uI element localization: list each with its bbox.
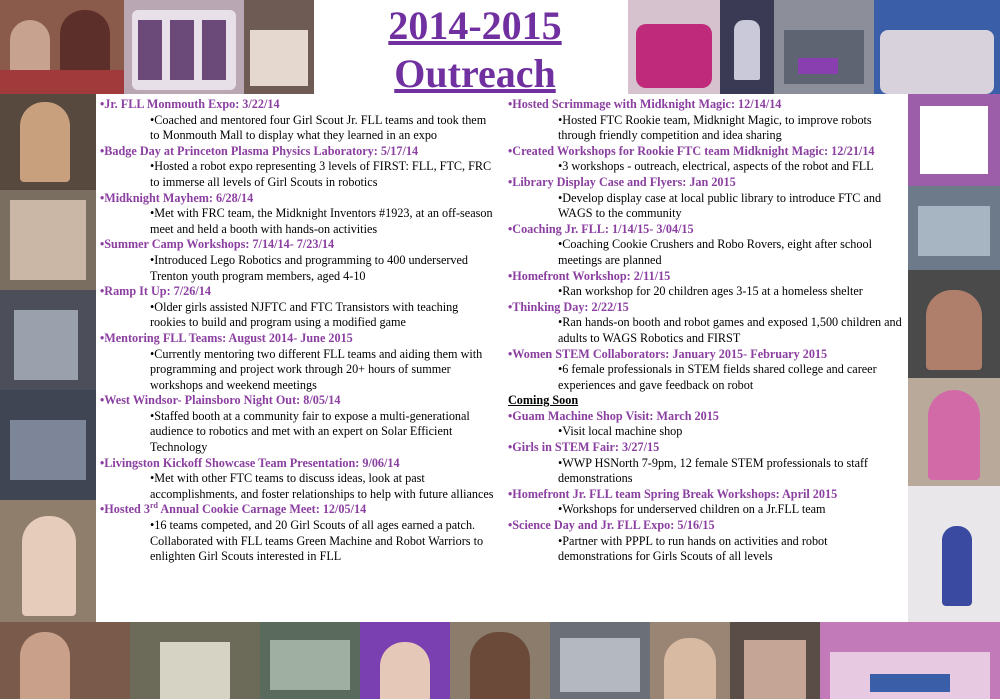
outreach-item	[100, 456, 494, 503]
outreach-item-heading: •Midknight Mayhem: 6/28/14	[100, 190, 254, 205]
coming-soon-item-heading: •Girls in STEM Fair: 3/27/15	[508, 440, 660, 455]
outreach-item-body: •Introduced Lego Robotics and programming to 400 underserved Trenton youth program members, aged 4-10	[150, 252, 469, 283]
outreach-item	[100, 284, 494, 331]
photo-bottom-2	[130, 622, 260, 699]
outreach-item-body: •Develop display case at local public library to introduce FTC and WAGS to the community	[558, 190, 882, 221]
outreach-item-heading: •Hosted Scrimmage with Midknight Magic: 12/14/14	[508, 97, 782, 111]
coming-soon-item-body: •Visit local machine shop	[558, 424, 683, 439]
photo-bottom-1	[0, 622, 130, 699]
outreach-item-heading: •Mentoring FLL Teams: August 2014- June 2015	[100, 330, 353, 345]
outreach-item	[508, 347, 904, 394]
outreach-item	[100, 191, 494, 238]
photo-left-1	[0, 94, 96, 190]
outreach-item-body: •3 workshops - outreach, electrical, aspects of the robot and FLL	[558, 159, 874, 174]
outreach-item-heading: •Coaching Jr. FLL: 1/14/15- 3/04/15	[508, 221, 694, 236]
coming-soon-item	[508, 440, 904, 487]
coming-soon-item-body: •Workshops for underserved children on a Jr.FLL team	[558, 502, 826, 517]
photo-right-3	[908, 270, 1000, 378]
photo-girls-group-top-left	[0, 0, 124, 94]
heading-suffix: Annual Cookie Carnage Meet: 12/05/14	[157, 502, 367, 517]
photo-right-4	[908, 378, 1000, 486]
photo-right-2	[908, 186, 1000, 270]
outreach-item-body: •Currently mentoring two different FLL teams and aiding them with programming and project work through 20+ hours of summer workshops and weekend meetings	[150, 346, 483, 392]
outreach-item-body: •Met with other FTC teams to discuss ideas, look at past accomplishments, and foster relationships to help with future alliances	[150, 471, 494, 501]
photo-bottom-7	[650, 622, 730, 699]
photo-team-pink	[628, 0, 720, 94]
photo-bottom-4	[360, 622, 450, 699]
outreach-item-heading: •Library Display Case and Flyers: Jan 2015	[508, 174, 736, 189]
outreach-item-heading: •Livingston Kickoff Showcase Team Presentation: 9/06/14	[100, 455, 400, 470]
outreach-item-body: •Ran workshop for 20 children ages 3-15 at a homeless shelter	[558, 284, 863, 299]
coming-soon-item	[508, 518, 904, 565]
outreach-item-heading: •Summer Camp Workshops: 7/14/14- 7/23/14	[100, 237, 335, 252]
left-outreach-list	[100, 97, 494, 565]
heading-ordinal: rd	[149, 501, 158, 511]
coming-soon-item-heading: •Science Day and Jr. FLL Expo: 5/16/15	[508, 518, 715, 533]
outreach-item-body: •Coached and mentored four Girl Scout Jr. FLL teams and took them to Monmouth Mall to display what they learned in an expo	[150, 112, 487, 143]
photo-robot-field	[774, 0, 874, 94]
outreach-item-body: •16 teams competed, and 20 Girl Scouts of all ages earned a patch. Collaborated with FLL teams Green Machine and Robot Warriors to enlighten Girl Scouts interested in FLL	[150, 518, 484, 564]
photo-left-5	[0, 500, 96, 622]
outreach-item-body: •Older girls assisted NJFTC and FTC Transistors with teaching rookies to build and program using a modified game	[150, 299, 459, 330]
photo-trophy	[720, 0, 774, 94]
outreach-item-body: •Hosted a robot expo representing 3 levels of FIRST: FLL, FTC, FRC to immerse all levels of Girl Scouts in robotics	[150, 159, 492, 189]
photo-booth	[244, 0, 314, 94]
outreach-item-body: •Met with FRC team, the Midknight Inventors #1923, at an off-season meet and held a booth with hands-on activities	[150, 206, 493, 236]
outreach-item	[508, 300, 904, 347]
photo-left-3	[0, 290, 96, 390]
outreach-item-heading: •Women STEM Collaborators: January 2015- February 2015	[508, 346, 828, 361]
title-word: Outreach	[394, 51, 556, 96]
photo-left-4	[0, 390, 96, 500]
outreach-item-heading: •Homefront Workshop: 2/11/15	[508, 268, 671, 283]
title-year: 2014-2015	[388, 3, 562, 48]
outreach-item	[100, 237, 494, 284]
outreach-item	[508, 269, 904, 300]
coming-soon-item-body: •WWP HSNorth 7-9pm, 12 female STEM professionals to staff demonstrations	[558, 455, 868, 486]
outreach-item	[508, 175, 904, 222]
coming-soon-item-heading: •Homefront Jr. FLL team Spring Break Workshops: April 2015	[508, 486, 838, 501]
photo-team-blue	[874, 0, 1000, 94]
outreach-item	[100, 331, 494, 393]
outreach-item-body: •Coaching Cookie Crushers and Robo Rovers, eight after school meetings are planned	[558, 237, 872, 267]
outreach-item-heading	[100, 502, 494, 518]
outreach-item	[508, 97, 904, 144]
page-title	[330, 2, 620, 98]
heading-prefix: •Hosted 3	[100, 502, 150, 517]
outreach-item	[508, 144, 904, 175]
outreach-item-body: •Ran hands-on booth and robot games and exposed 1,500 children and adults to WAGS Robotics and FIRST	[558, 315, 902, 345]
right-outreach-list	[508, 97, 904, 565]
outreach-item	[100, 144, 494, 191]
outreach-item	[508, 222, 904, 269]
outreach-item-heading: •Ramp It Up: 7/26/14	[100, 284, 211, 299]
outreach-item-body: •Staffed booth at a community fair to expose a multi-generational audience to robotics and met with an expert on Solar Efficient Technology	[150, 408, 470, 455]
coming-soon-item	[508, 409, 904, 440]
outreach-item-body: •Hosted FTC Rookie team, Midknight Magic, to improve robots through friendly competition and idea sharing	[558, 112, 872, 143]
outreach-item	[100, 97, 494, 144]
photo-bottom-3	[260, 622, 360, 699]
photo-team-shirts	[124, 0, 244, 94]
outreach-item-body: •6 female professionals in STEM fields shared college and career experiences and gave feedback on robot	[558, 362, 877, 392]
outreach-item-heading: •Jr. FLL Monmouth Expo: 3/22/14	[100, 97, 280, 111]
coming-soon-heading: Coming Soon	[508, 393, 579, 408]
outreach-item	[100, 393, 494, 455]
coming-soon-item	[508, 487, 904, 518]
outreach-item-heading: •Created Workshops for Rookie FTC team Midknight Magic: 12/21/14	[508, 143, 875, 158]
outreach-item-heading: •West Windsor- Plainsboro Night Out: 8/05/14	[100, 393, 341, 408]
photo-bottom-5	[450, 622, 550, 699]
photo-bottom-6	[550, 622, 650, 699]
outreach-item-heading: •Badge Day at Princeton Plasma Physics Laboratory: 5/17/14	[100, 143, 419, 158]
photo-bottom-team	[820, 622, 1000, 699]
photo-bottom-8	[730, 622, 820, 699]
outreach-item	[100, 502, 494, 564]
coming-soon-item-body: •Partner with PPPL to run hands on activities and robot demonstrations for Girls Scouts of all levels	[558, 533, 828, 564]
outreach-item-heading: •Thinking Day: 2/22/15	[508, 299, 629, 314]
photo-right-1	[908, 94, 1000, 186]
photo-right-5	[908, 486, 1000, 622]
coming-soon-item-heading: •Guam Machine Shop Visit: March 2015	[508, 408, 719, 423]
photo-left-2	[0, 190, 96, 290]
